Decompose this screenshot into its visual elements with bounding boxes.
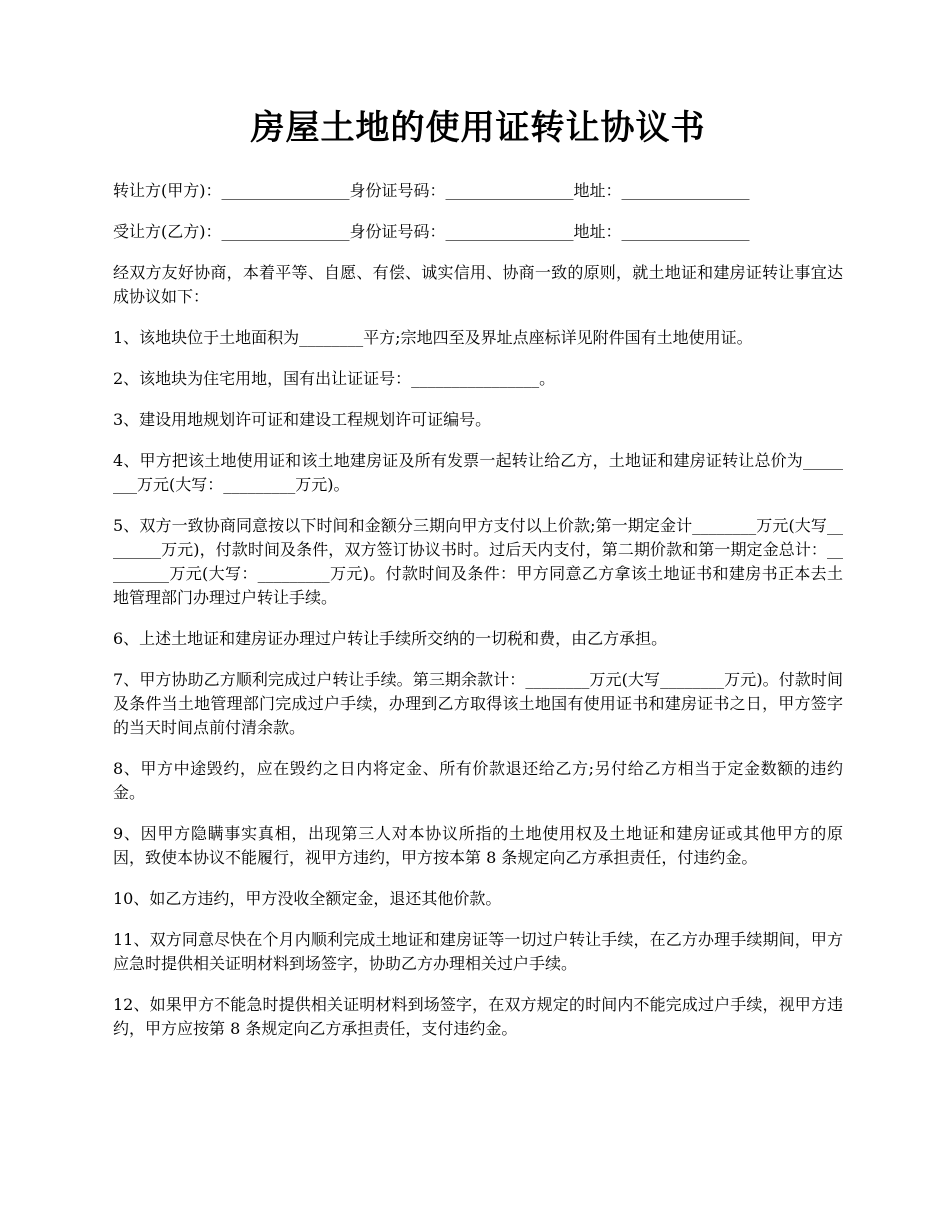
clause-12: 12、如果甲方不能急时提供相关证明材料到场签字，在双方规定的时间内不能完成过户手续，视甲方违约，甲方应按第 8 条规定向乙方承担责任，支付违约金。 [113,994,843,1038]
clause-5: 5、双方一致协商同意按以下时间和金额分三期向甲方支付以上价款;第一期定金计________万元(大写________万元)，付款时间及条件，双方签订协议书时。过后天内支付，第二期价款和第一期定金总计：_________万元(大写：_________万元)。付款时间及条件：甲方同意乙方拿该土地证书和建房书正本去土地管理部门办理过户转让手续。 [113,515,843,607]
clause-8: 8、甲方中途毁约，应在毁约之日内将定金、所有价款退还给乙方;另付给乙方相当于定金数额的违约金。 [113,758,843,802]
clause-2: 2、该地块为住宅用地，国有出让证证号：________________。 [113,368,556,388]
clause-10: 10、如乙方违约，甲方没收全额定金，退还其他价款。 [113,888,502,908]
document-page [113,108,843,1058]
clause-6: 6、上述土地证和建房证办理过户转让手续所交纳的一切税和费，由乙方承担。 [113,628,668,648]
clause-1: 1、该地块位于土地面积为________平方;宗地四至及界址点座标详见附件国有土地使用证。 [113,327,753,347]
party-a-line: 转让方(甲方)：________________身份证号码：________________地址：________________ [113,180,750,200]
clause-3: 3、建设用地规划许可证和建设工程规划许可证编号。 [113,409,492,429]
clause-9: 9、因甲方隐瞒事实真相，出现第三人对本协议所指的土地使用权及土地证和建房证或其他甲方的原因，致使本协议不能履行，视甲方违约，甲方按本第 8 条规定向乙方承担责任，付违约金。 [113,823,843,867]
clause-11: 11、双方同意尽快在个月内顺利完成土地证和建房证等一切过户转让手续，在乙方办理手续期间，甲方应急时提供相关证明材料到场签字，协助乙方办理相关过户手续。 [113,929,843,973]
clause-4: 4、甲方把该土地使用证和该土地建房证及所有发票一起转让给乙方，土地证和建房证转让总价为________万元(大写：_________万元)。 [113,450,843,494]
preamble-paragraph: 经双方友好协商，本着平等、自愿、有偿、诚实信用、协商一致的原则，就土地证和建房证转让事宜达成协议如下： [113,262,843,306]
document-title: 房屋土地的使用证转让协议书 [250,108,706,148]
party-b-line: 受让方(乙方)：________________身份证号码：________________地址：________________ [113,221,750,241]
clause-7: 7、甲方协助乙方顺利完成过户转让手续。第三期余款计：________万元(大写________万元)。付款时间及条件当土地管理部门完成过户手续，办理到乙方取得该土地国有使用证书和建房证书之日，甲方签字的当天时间点前付清余款。 [113,669,843,737]
